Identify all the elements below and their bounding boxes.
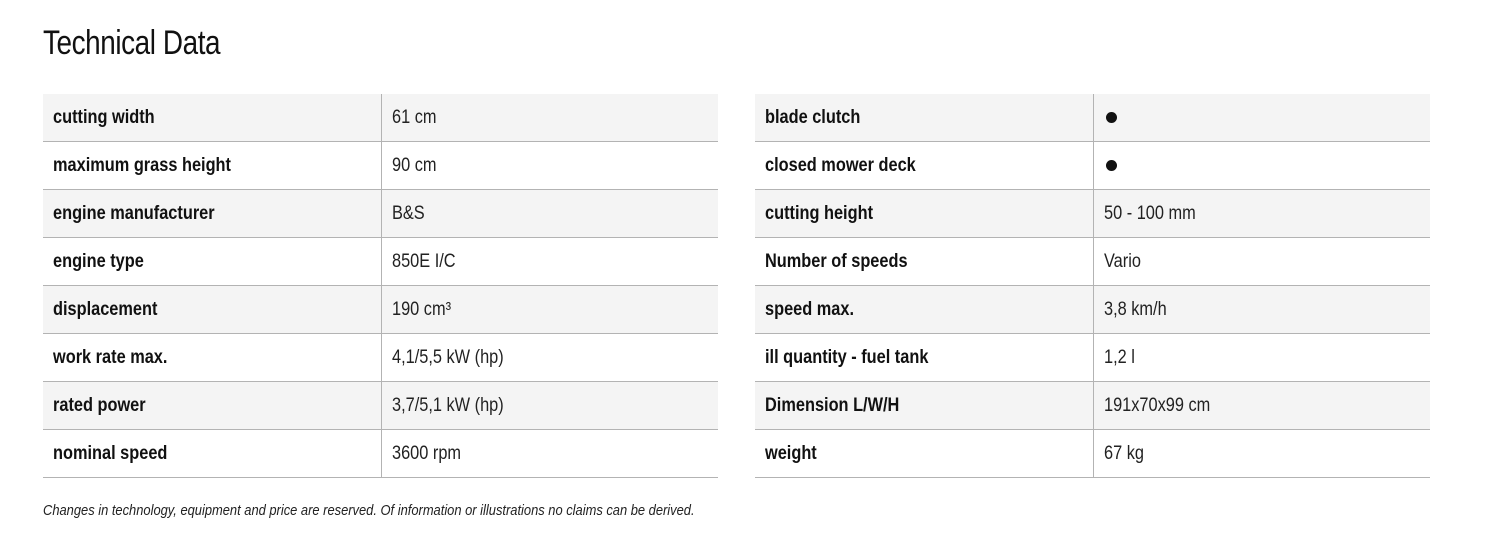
spec-label: weight bbox=[765, 442, 817, 464]
table-row bbox=[43, 94, 718, 142]
spec-value: 3600 rpm bbox=[392, 442, 462, 464]
table-row bbox=[755, 238, 1430, 286]
table-row bbox=[43, 238, 718, 286]
spec-label: maximum grass height bbox=[53, 154, 231, 176]
spec-value: Vario bbox=[1104, 250, 1141, 272]
spec-label: blade clutch bbox=[765, 106, 861, 128]
table-row bbox=[43, 286, 718, 334]
disclaimer-footnote: Changes in technology, equipment and price are reserved. Of information or illustrations no claims can be derived. bbox=[43, 502, 695, 519]
table-row bbox=[755, 286, 1430, 334]
table-row bbox=[755, 430, 1430, 478]
spec-label: engine manufacturer bbox=[53, 202, 215, 224]
spec-value: 850E I/C bbox=[392, 250, 456, 272]
spec-label: Dimension L/W/H bbox=[765, 394, 900, 416]
spec-value: 67 kg bbox=[1104, 442, 1144, 464]
spec-value: 3,8 km/h bbox=[1104, 298, 1167, 320]
spec-label: displacement bbox=[53, 298, 158, 320]
page-title: Technical Data bbox=[43, 24, 221, 62]
table-row bbox=[43, 142, 718, 190]
filled-dot-icon bbox=[1106, 160, 1117, 171]
spec-value: 90 cm bbox=[392, 154, 437, 176]
table-row bbox=[43, 430, 718, 478]
table-row bbox=[43, 334, 718, 382]
spec-value: 4,1/5,5 kW (hp) bbox=[392, 346, 504, 368]
spec-label: cutting height bbox=[765, 202, 874, 224]
spec-label: cutting width bbox=[53, 106, 155, 128]
spec-value: 61 cm bbox=[392, 106, 437, 128]
table-row bbox=[755, 190, 1430, 238]
spec-label: Number of speeds bbox=[765, 250, 908, 272]
spec-label: ill quantity - fuel tank bbox=[765, 346, 929, 368]
spec-label: nominal speed bbox=[53, 442, 168, 464]
spec-label: rated power bbox=[53, 394, 146, 416]
spec-label: speed max. bbox=[765, 298, 855, 320]
spec-value: 191x70x99 cm bbox=[1104, 394, 1211, 416]
filled-dot-icon bbox=[1106, 112, 1117, 123]
table-row bbox=[755, 334, 1430, 382]
technical-data-table-right bbox=[755, 94, 1430, 478]
spec-value: 190 cm³ bbox=[392, 298, 452, 320]
spec-value: 3,7/5,1 kW (hp) bbox=[392, 394, 504, 416]
table-row bbox=[755, 382, 1430, 430]
table-row bbox=[755, 94, 1430, 142]
table-row bbox=[43, 382, 718, 430]
spec-label: work rate max. bbox=[53, 346, 168, 368]
spec-label: engine type bbox=[53, 250, 144, 272]
spec-value: 1,2 l bbox=[1104, 346, 1135, 368]
spec-label: closed mower deck bbox=[765, 154, 916, 176]
table-row bbox=[755, 142, 1430, 190]
spec-value: 50 - 100 mm bbox=[1104, 202, 1196, 224]
spec-value: B&S bbox=[392, 202, 425, 224]
table-row bbox=[43, 190, 718, 238]
technical-data-table-left bbox=[43, 94, 718, 478]
